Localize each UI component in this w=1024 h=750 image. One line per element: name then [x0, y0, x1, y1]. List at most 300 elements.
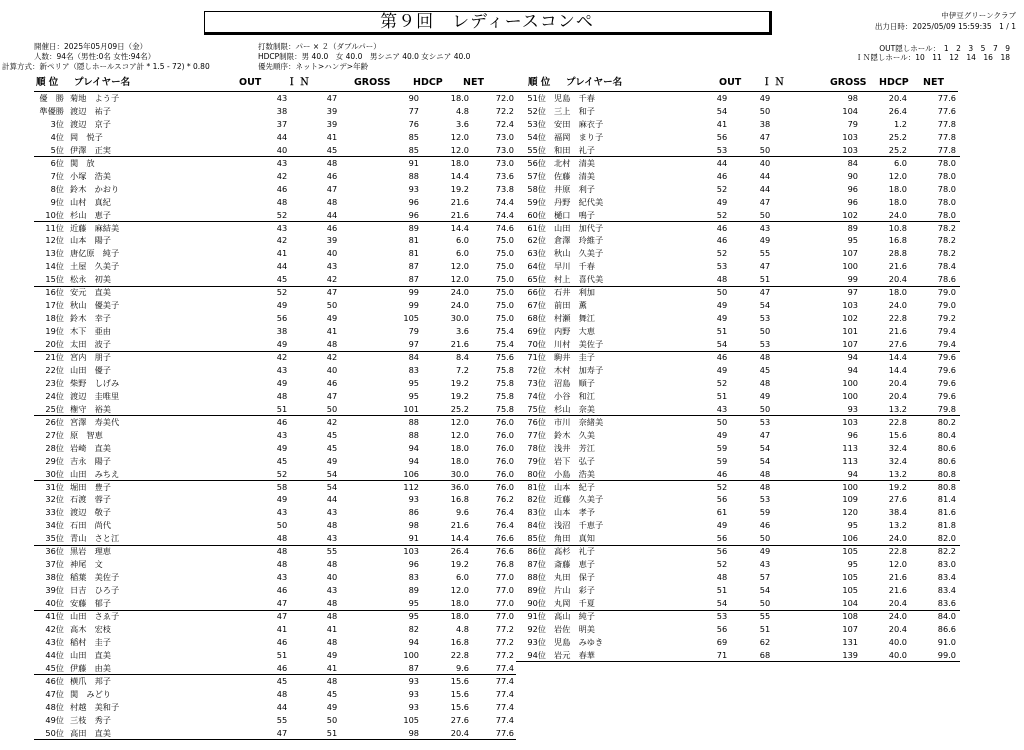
rank-cell: 37位: [45, 559, 64, 570]
rank-cell: 87位: [527, 559, 546, 570]
gross-score: 81: [408, 235, 419, 246]
rank-cell: 56位: [527, 157, 546, 168]
rank-cell: 76位: [527, 416, 546, 427]
out-score: 48: [276, 533, 288, 544]
net-score: 83.4: [937, 572, 956, 583]
player-name: 早川 千春: [554, 261, 595, 272]
hdcp-value: 28.8: [888, 248, 907, 259]
player-name: 三上 和子: [554, 105, 595, 116]
net-score: 77.2: [495, 636, 514, 647]
player-name: 権守 裕美: [70, 403, 111, 414]
gross-score: 105: [403, 714, 419, 725]
player-name: 山田 優子: [70, 364, 111, 375]
table-row: [34, 572, 516, 583]
gross-score: 89: [408, 585, 419, 596]
table-row: [34, 274, 516, 285]
in-score: 51: [326, 727, 338, 738]
hdcp-value: 13.2: [888, 468, 907, 479]
hdcp-value: 20.4: [888, 377, 907, 388]
gross-score: 94: [847, 364, 858, 375]
net-score: 79.0: [937, 300, 956, 311]
player-name: 原 智恵: [70, 429, 103, 440]
player-name: 渡辺 圭唯里: [70, 390, 120, 401]
net-score: 72.4: [495, 118, 514, 129]
rank-cell: 6位: [50, 157, 64, 168]
rank-cell: 28位: [45, 442, 64, 453]
table-row: [516, 624, 960, 635]
rank-cell: 準優勝: [39, 105, 64, 116]
table-row: [516, 417, 960, 428]
out-score: 44: [276, 701, 288, 712]
hdcp-value: 25.2: [888, 131, 907, 142]
out-score: 38: [276, 105, 288, 116]
in-score: 47: [326, 287, 338, 298]
net-score: 79.8: [937, 403, 956, 414]
hdcp-value: 6.0: [455, 248, 469, 259]
player-name: 岩元 春華: [554, 649, 595, 660]
table-row: [34, 546, 516, 557]
net-score: 77.4: [495, 714, 514, 725]
net-score: 77.2: [495, 623, 514, 634]
out-score: 51: [716, 390, 728, 401]
player-name: 市川 奈緒美: [554, 416, 604, 427]
player-name: 鈴木 幸子: [70, 313, 111, 324]
rank-cell: 9位: [50, 196, 64, 207]
out-score: 61: [716, 507, 728, 518]
out-score: 43: [276, 572, 288, 583]
out-score: 49: [716, 364, 728, 375]
out-score: 47: [276, 727, 288, 738]
in-score: 45: [759, 364, 771, 375]
hdcp-header: HDCP: [879, 77, 909, 88]
rank-cell: 73位: [527, 377, 546, 388]
out-score: 46: [716, 235, 728, 246]
table-row: [516, 171, 960, 182]
rank-cell: 19位: [45, 326, 64, 337]
player-name: 児島 千春: [554, 93, 595, 103]
net-score: 75.0: [495, 300, 514, 311]
net-score: 80.4: [937, 429, 956, 440]
hdcp-value: 16.8: [450, 636, 469, 647]
player-name: 樋口 鳴子: [554, 209, 595, 220]
table-row: [516, 572, 960, 583]
rank-cell: 13位: [45, 248, 64, 259]
in-score: 48: [326, 339, 338, 350]
net-score: 72.0: [495, 93, 514, 103]
player-name: 山田 直美: [70, 649, 111, 660]
hdcp-value: 15.6: [888, 429, 907, 440]
rank-cell: 27位: [45, 429, 64, 440]
hdcp-value: 21.6: [888, 585, 907, 596]
player-name: 山田 加代子: [554, 222, 604, 233]
gross-score: 107: [842, 248, 858, 259]
player-name: 前田 薫: [554, 300, 587, 311]
rank-cell: 84位: [527, 520, 546, 531]
net-score: 76.0: [495, 481, 514, 492]
out-score: 43: [276, 93, 288, 103]
gross-score: 94: [408, 636, 419, 647]
net-score: 83.4: [937, 585, 956, 596]
hdcp-value: 12.0: [450, 261, 469, 272]
hdcp-value: 19.2: [450, 183, 469, 194]
table-row: [34, 313, 516, 324]
out-score: 49: [716, 429, 728, 440]
in-score: 50: [326, 714, 338, 725]
gross-score: 93: [408, 701, 419, 712]
table-row: [516, 274, 960, 285]
out-header: OUT: [239, 77, 262, 88]
gross-score: 103: [403, 546, 419, 557]
hdcp-value: 19.2: [450, 559, 469, 570]
gross-score: 87: [408, 274, 419, 285]
hdcp-value: 25.2: [888, 144, 907, 155]
table-row: [516, 404, 960, 415]
player-name: 稲村 圭子: [70, 636, 111, 647]
net-score: 77.6: [495, 727, 514, 738]
rank-cell: 88位: [527, 572, 546, 583]
output-datetime: 出力日時：2025/05/09 15:59:35 1 / 1: [874, 22, 1016, 31]
gross-score: 79: [847, 118, 858, 129]
in-score: 49: [326, 313, 338, 324]
hdcp-value: 6.0: [455, 235, 469, 246]
hdcp-value: 19.2: [450, 377, 469, 388]
in-score: 38: [759, 118, 771, 129]
out-score: 48: [276, 559, 288, 570]
in-score: 54: [326, 468, 338, 479]
table-row: [34, 235, 516, 246]
table-row: [34, 702, 516, 713]
net-score: 75.0: [495, 248, 514, 259]
hdcp-value: 32.4: [888, 442, 907, 453]
gross-score: 102: [842, 313, 858, 324]
in-score: 54: [759, 300, 771, 311]
rank-cell: 40位: [45, 598, 64, 609]
net-header: NET: [923, 77, 944, 88]
rank-cell: 75位: [527, 403, 546, 414]
in-score: 40: [326, 248, 338, 259]
player-name: 山村 真紀: [70, 196, 111, 207]
out-score: 50: [716, 287, 728, 298]
gross-score: 94: [847, 468, 858, 479]
out-score: 42: [276, 235, 288, 246]
table-row: [34, 494, 516, 505]
rank-cell: 31位: [45, 481, 64, 492]
out-score: 43: [276, 364, 288, 375]
out-score: 48: [276, 390, 288, 401]
gross-score: 85: [408, 131, 419, 142]
in-score: 44: [326, 209, 338, 220]
rank-cell: 24位: [45, 390, 64, 401]
net-score: 80.6: [937, 442, 956, 453]
out-score: 56: [716, 546, 728, 557]
rank-cell: 39位: [45, 585, 64, 596]
hdcp-value: 19.2: [450, 390, 469, 401]
player-name: 村瀬 舞江: [554, 313, 595, 324]
net-score: 79.6: [937, 390, 956, 401]
in-score: 46: [326, 170, 338, 181]
table-row: [516, 456, 960, 467]
table-bottom-rule: [516, 661, 960, 662]
in-score: 47: [326, 390, 338, 401]
gross-score: 100: [842, 377, 858, 388]
hdcp-value: 27.6: [450, 714, 469, 725]
player-name: 高木 宏枝: [70, 623, 111, 634]
in-score: 48: [759, 352, 771, 362]
gross-score: 105: [403, 313, 419, 324]
hdcp-value: 15.6: [450, 688, 469, 699]
table-row: [34, 365, 516, 376]
out-score: 47: [276, 611, 288, 621]
out-score: 69: [716, 636, 728, 647]
table-row: [34, 430, 516, 441]
player-name: 安田 麻衣子: [554, 118, 604, 129]
table-row: [34, 197, 516, 208]
hdcp-value: 18.0: [450, 598, 469, 609]
player-name: 安藤 郁子: [70, 598, 111, 609]
table-row: [516, 119, 960, 130]
gross-score: 113: [842, 442, 858, 453]
table-row: [34, 210, 516, 221]
hdcp-value: 24.0: [450, 287, 469, 298]
hdcp-value: 12.0: [450, 585, 469, 596]
hdcp-value: 22.8: [450, 649, 469, 660]
table-row: [516, 546, 960, 557]
right-header-rule: [514, 91, 958, 92]
table-row: [516, 145, 960, 156]
rank-cell: 64位: [527, 261, 546, 272]
hdcp-value: 16.8: [888, 235, 907, 246]
in-score: 49: [759, 235, 771, 246]
rank-cell: 66位: [527, 287, 546, 298]
hdcp-value: 21.6: [450, 196, 469, 207]
in-score: 55: [759, 611, 771, 621]
gross-score: 93: [408, 688, 419, 699]
out-score: 44: [716, 157, 728, 168]
hdcp-value: 1.2: [893, 118, 907, 129]
net-score: 77.0: [495, 572, 514, 583]
table-row: [516, 197, 960, 208]
hdcp-value: 26.4: [450, 546, 469, 557]
hdcp-value: 13.2: [888, 520, 907, 531]
table-row: [34, 106, 516, 117]
rank-cell: 86位: [527, 546, 546, 557]
net-score: 78.4: [937, 261, 956, 272]
player-name: 山田 さゑ子: [70, 611, 120, 621]
out-hidden-holes: OUT隠しホール： 1 2 3 5 7 9: [879, 44, 1010, 53]
gross-score: 76: [408, 118, 419, 129]
hdcp-value: 21.6: [888, 572, 907, 583]
out-score: 52: [716, 377, 728, 388]
gross-score: 101: [842, 326, 858, 337]
gross-score: 93: [408, 675, 419, 686]
out-score: 48: [716, 572, 728, 583]
out-score: 51: [276, 403, 288, 414]
rank-cell: 54位: [527, 131, 546, 142]
table-row: [516, 598, 960, 609]
rank-cell: 12位: [45, 235, 64, 246]
in-score: 43: [759, 222, 771, 233]
out-score: 59: [716, 442, 728, 453]
table-row: [34, 598, 516, 609]
out-score: 51: [276, 649, 288, 660]
table-row: [34, 676, 516, 687]
gross-score: 131: [842, 636, 858, 647]
net-score: 75.0: [495, 274, 514, 285]
out-score: 52: [716, 248, 728, 259]
in-score: 50: [759, 533, 771, 544]
in-score: 42: [326, 274, 338, 285]
gross-score: 105: [842, 572, 858, 583]
in-score: 50: [759, 105, 771, 116]
player-name: 近藤 久美子: [554, 494, 604, 505]
in-score: 39: [326, 105, 338, 116]
table-row: [34, 339, 516, 350]
table-row: [516, 469, 960, 480]
rank-cell: 46位: [45, 675, 64, 686]
player-name: 村越 美和子: [70, 701, 120, 712]
in-score: 50: [326, 300, 338, 311]
player-name: 沼島 順子: [554, 377, 595, 388]
hdcp-value: 6.0: [893, 157, 907, 168]
table-row: [34, 663, 516, 674]
net-score: 79.6: [937, 377, 956, 388]
rank-cell: 33位: [45, 507, 64, 518]
gross-score: 108: [842, 611, 858, 621]
player-name: 宮澤 寿美代: [70, 416, 120, 427]
hdcp-value: 14.4: [450, 222, 469, 233]
out-score: 59: [716, 455, 728, 466]
table-bottom-rule: [34, 739, 516, 740]
net-score: 73.8: [495, 183, 514, 194]
net-score: 77.0: [495, 611, 514, 621]
gross-score: 97: [408, 339, 419, 350]
table-row: [516, 313, 960, 324]
table-row: [516, 300, 960, 311]
out-score: 50: [716, 416, 728, 427]
in-score: 39: [326, 235, 338, 246]
gross-score: 86: [408, 507, 419, 518]
gross-score: 109: [842, 494, 858, 505]
in-score: 43: [326, 585, 338, 596]
hdcp-value: 16.8: [450, 494, 469, 505]
gross-score: 83: [408, 364, 419, 375]
gross-score: 91: [408, 533, 419, 544]
gross-score: 104: [842, 105, 858, 116]
out-score: 52: [276, 468, 288, 479]
net-score: 81.6: [937, 507, 956, 518]
page-title: 第９回 レディースコンペ: [204, 11, 772, 35]
player-name: 青山 さと江: [70, 533, 120, 544]
rank-cell: 71位: [527, 352, 546, 362]
in-score: 48: [326, 598, 338, 609]
net-score: 76.0: [495, 442, 514, 453]
net-score: 77.4: [495, 675, 514, 686]
out-score: 43: [276, 507, 288, 518]
rank-cell: 22位: [45, 364, 64, 375]
gross-score: 96: [847, 196, 858, 207]
player-name: 山本 紀子: [554, 481, 595, 492]
hdcp-value: 12.0: [888, 559, 907, 570]
out-score: 42: [276, 352, 288, 362]
in-score: 47: [326, 93, 338, 103]
hdcp-value: 18.0: [450, 93, 469, 103]
net-score: 72.2: [495, 105, 514, 116]
net-score: 86.6: [937, 623, 956, 634]
net-score: 83.6: [937, 598, 956, 609]
in-score: 47: [759, 131, 771, 142]
player-name: 松永 初美: [70, 274, 111, 285]
table-row: [516, 223, 960, 234]
in-score: 39: [326, 118, 338, 129]
in-score: 49: [759, 93, 771, 103]
table-row: [516, 611, 960, 622]
player-name: 関 みどり: [70, 688, 111, 699]
gross-score: 103: [842, 416, 858, 427]
player-name: 内野 大恵: [554, 326, 595, 337]
player-name: 近藤 麻結美: [70, 222, 120, 233]
gross-score: 96: [408, 196, 419, 207]
hdcp-value: 12.0: [450, 131, 469, 142]
rank-cell: 30位: [45, 468, 64, 479]
out-score: 54: [716, 598, 728, 609]
gross-score: 98: [408, 727, 419, 738]
rank-cell: 55位: [527, 144, 546, 155]
net-score: 77.8: [937, 118, 956, 129]
table-row: [516, 533, 960, 544]
hdcp-value: 12.0: [450, 144, 469, 155]
hdcp-value: 18.0: [888, 183, 907, 194]
player-name: 伊藤 由美: [70, 662, 111, 673]
hdcp-value: 18.0: [450, 611, 469, 621]
gross-score: 95: [408, 598, 419, 609]
in-score: 44: [759, 183, 771, 194]
out-score: 40: [276, 144, 288, 155]
hdcp-value: 21.6: [450, 339, 469, 350]
player-name: 神尾 文: [70, 559, 103, 570]
net-score: 76.4: [495, 520, 514, 531]
hdcp-value: 40.0: [888, 636, 907, 647]
player-name: 高田 直美: [70, 727, 111, 738]
net-score: 74.4: [495, 196, 514, 207]
table-row: [34, 624, 516, 635]
in-score: 41: [326, 326, 338, 337]
net-score: 75.0: [495, 235, 514, 246]
out-score: 56: [716, 131, 728, 142]
table-row: [34, 326, 516, 337]
player-name: 井原 利子: [554, 183, 595, 194]
gross-score: 93: [408, 183, 419, 194]
net-score: 73.0: [495, 131, 514, 142]
player-name: 山本 孝予: [554, 507, 595, 518]
table-row: [34, 533, 516, 544]
hdcp-value: 21.6: [450, 209, 469, 220]
rank-cell: 4位: [50, 131, 64, 142]
in-score: 40: [326, 572, 338, 583]
player-name: 太田 波子: [70, 339, 111, 350]
out-score: 49: [716, 196, 728, 207]
in-score: 43: [326, 533, 338, 544]
out-score: 45: [276, 675, 288, 686]
net-score: 79.4: [937, 339, 956, 350]
table-row: [34, 482, 516, 493]
table-row: [516, 132, 960, 143]
table-row: [516, 326, 960, 337]
net-score: 83.0: [937, 559, 956, 570]
player-name: 鈴木 かおり: [70, 183, 120, 194]
out-header: OUT: [719, 77, 742, 88]
out-score: 49: [716, 520, 728, 531]
in-score: 53: [759, 494, 771, 505]
